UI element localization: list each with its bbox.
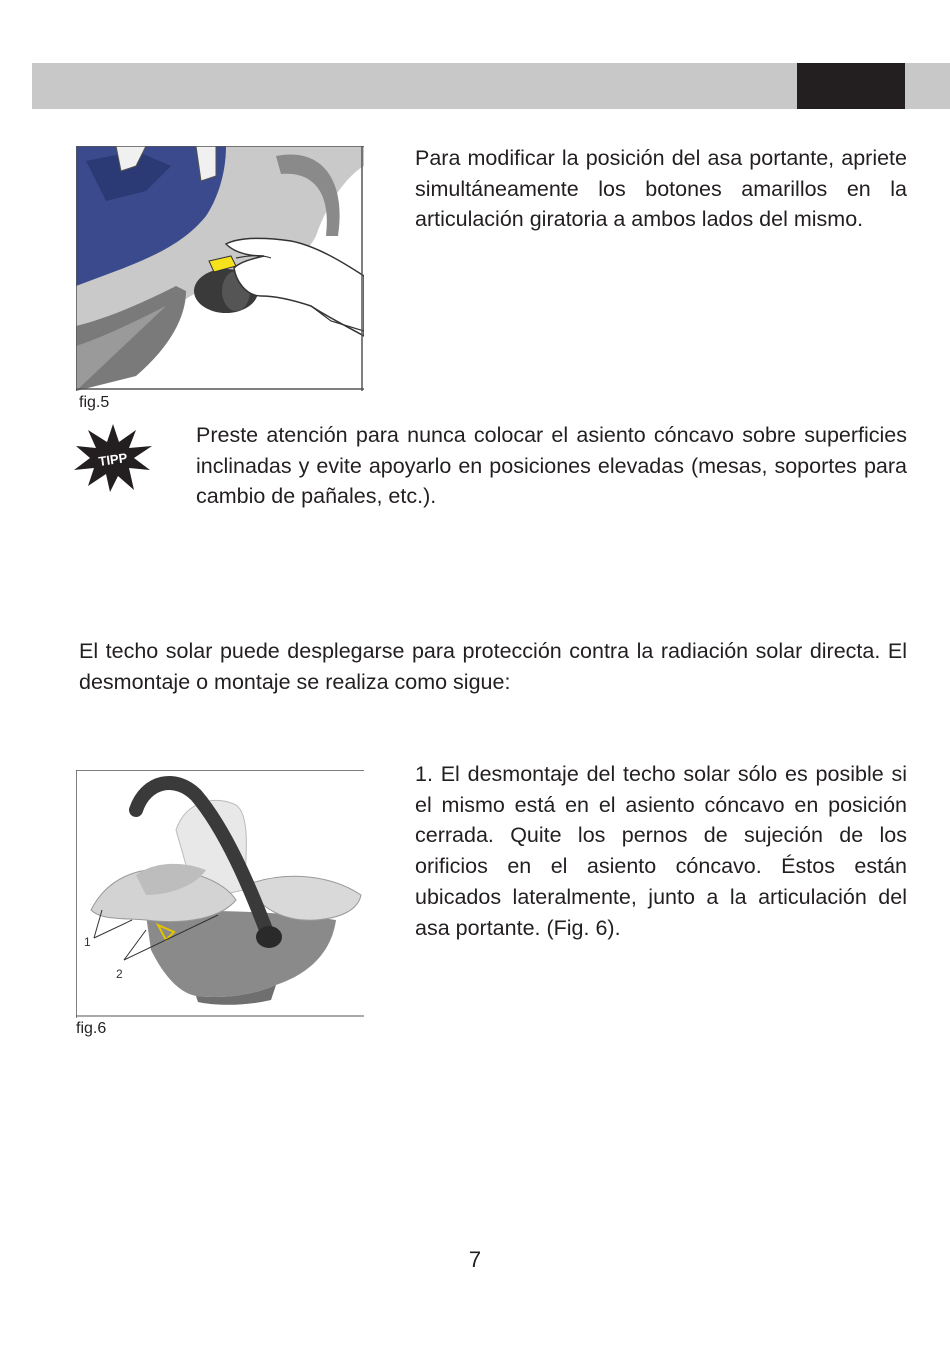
figure-5-handle-button [76, 146, 364, 391]
paragraph-handle-position: Para modificar la posición del asa portante, apriete simultáneamente los botones amarillos en la articulación giratoria a ambos lados del mismo. [415, 146, 907, 232]
figure-5-caption: fig.5 [79, 394, 110, 411]
paragraph-tip: Preste atención para nunca colocar el asiento cóncavo sobre superficies inclinadas y evite apoyarlo en posiciones elevadas (mesas, soportes para cambio de pañales, etc.). [196, 423, 907, 509]
figure-6-canopy-removal [76, 770, 364, 1018]
callout-2-label: 2 [116, 967, 123, 981]
paragraph-sun-canopy: El techo solar puede desplegarse para protección contra la radiación solar directa. El desmontaje o montaje se realiza como sigue: [79, 639, 907, 694]
tipp-badge-text: TIPP [97, 450, 129, 469]
paragraph-step-1: 1. El desmontaje del techo solar sólo es posible si el mismo está en el asiento cóncavo en posición cerrada. Quite los pernos de sujeción de los orificios en el asiento cóncavo. Éstos están ubicados lateralmente, junto a la articulación del asa portante. (Fig. 6). [415, 762, 907, 940]
header-block [797, 63, 905, 109]
tipp-badge-icon [74, 424, 152, 492]
page-number: 7 [468, 1247, 482, 1272]
figure-6-caption: fig.6 [76, 1020, 107, 1037]
callout-1-label: 1 [84, 935, 91, 949]
